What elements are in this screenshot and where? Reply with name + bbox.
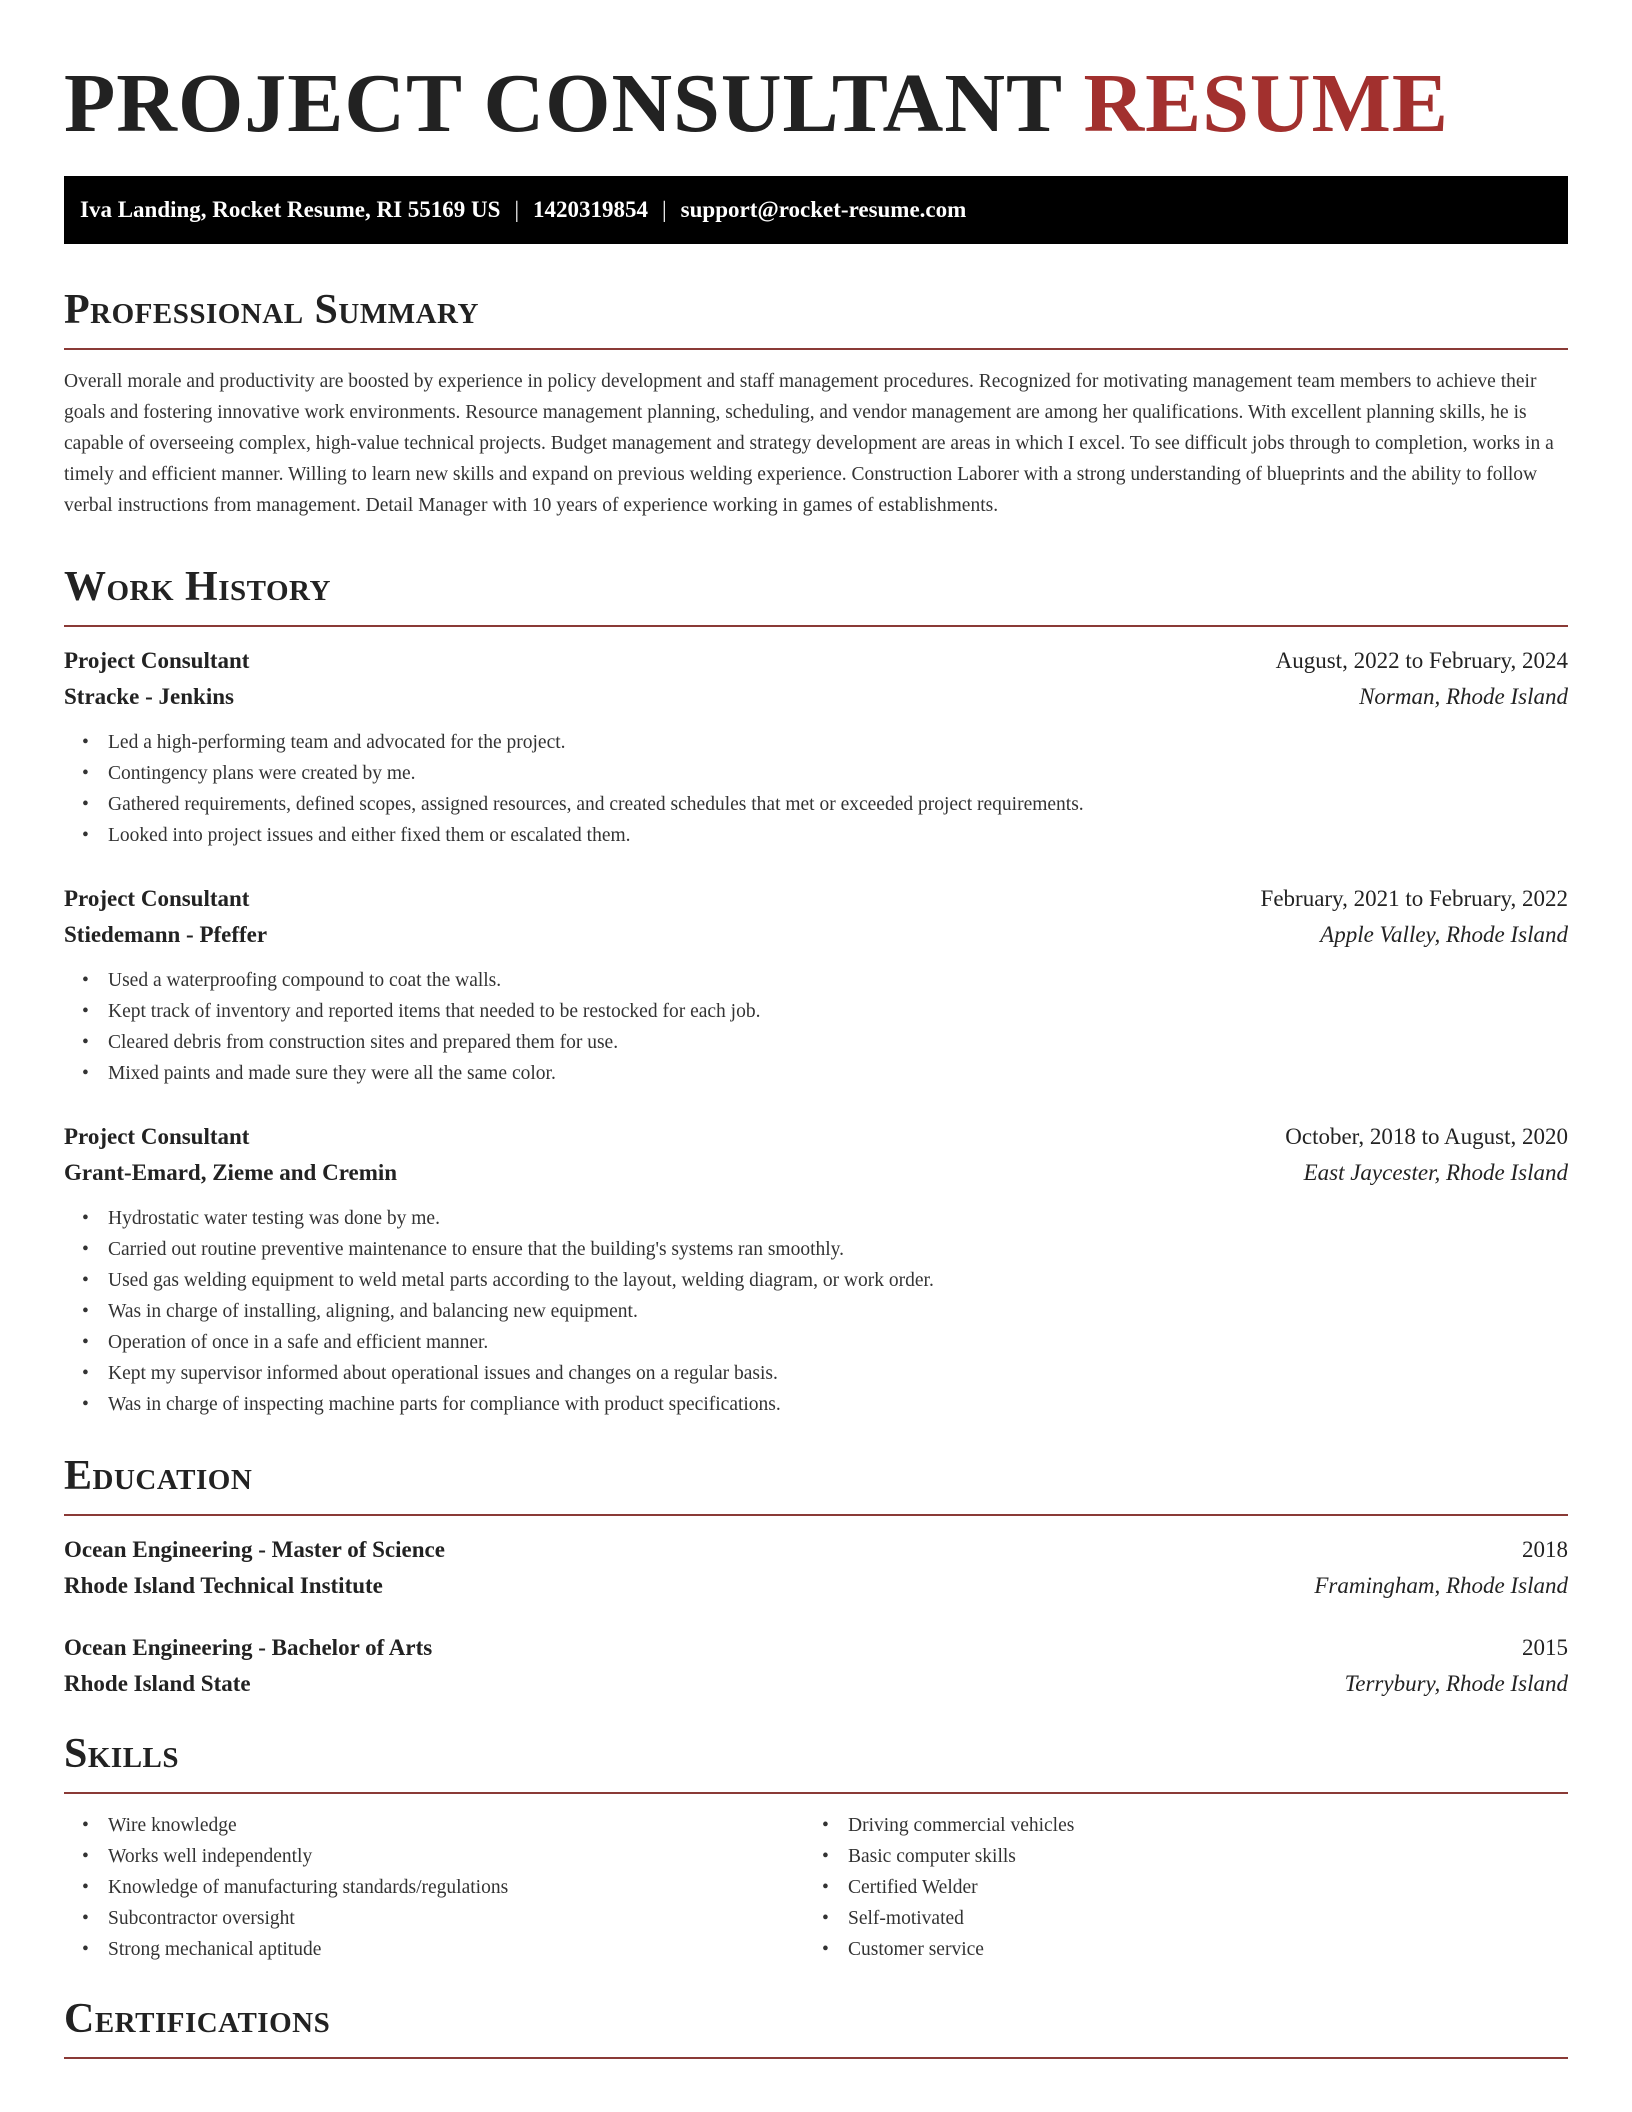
bullet-icon: • — [82, 1908, 89, 1929]
bullet-icon: • — [82, 1063, 89, 1084]
job-title: Project Consultant — [64, 648, 250, 673]
list-item-text: Kept my supervisor informed about operational issues and changes on a regular basis. — [108, 1363, 778, 1384]
bullet-icon: • — [82, 794, 89, 815]
job-bullets — [64, 1203, 1568, 1420]
job-company: Grant-Emard, Zieme and Cremin — [64, 1160, 398, 1185]
job-company-row — [64, 917, 1568, 953]
work-history-section — [64, 561, 1568, 1420]
bullet-icon: • — [82, 1301, 89, 1322]
education-year: 2018 — [1522, 1537, 1568, 1562]
bullet-icon: • — [822, 1877, 829, 1898]
list-item — [804, 1841, 1544, 1872]
bullet-icon: • — [82, 1001, 89, 1022]
bullet-icon: • — [82, 1363, 89, 1384]
education-school-row — [64, 1568, 1568, 1604]
list-item-text: Certified Welder — [848, 1877, 978, 1898]
education-year: 2015 — [1522, 1635, 1568, 1660]
list-item — [64, 1203, 1568, 1234]
education-entry — [64, 1630, 1568, 1702]
skills-column-right — [804, 1810, 1544, 1965]
list-item-text: Self-motivated — [848, 1908, 964, 1929]
bullet-icon: • — [82, 763, 89, 784]
certifications-section — [64, 1993, 1568, 2059]
contact-phone[interactable]: 1420319854 — [533, 197, 649, 222]
bullet-icon: • — [82, 1394, 89, 1415]
education-section — [64, 1450, 1568, 1702]
education-location: Framingham, Rhode Island — [1314, 1573, 1568, 1598]
summary-section — [64, 284, 1568, 521]
contact-separator: | — [662, 197, 667, 222]
job-company-row — [64, 1155, 1568, 1191]
list-item-text: Cleared debris from construction sites and prepared them for use. — [108, 1032, 619, 1053]
bullet-icon: • — [82, 1270, 89, 1291]
bullet-icon: • — [82, 1815, 89, 1836]
bullet-icon: • — [82, 1208, 89, 1229]
list-item — [64, 789, 1568, 820]
section-divider — [64, 625, 1568, 627]
job-bullets — [64, 965, 1568, 1089]
section-divider — [64, 348, 1568, 350]
summary-text: Overall morale and productivity are boosted by experience in policy development and staff management procedures. Recognized for motivating management team members to achieve their goals and fostering innovative work environments. Resource management planning, scheduling, and vendor management are among her qualifications. With excellent planning skills, he is capable of overseeing complex, high-value technical projects. Budget management and strategy development are areas in which I excel. To see difficult jobs through to completion, works in a timely and efficient manner. Willing to learn new skills and expand on previous welding experience. Construction Laborer with a strong understanding of blueprints and the ability to follow verbal instructions from management. Detail Manager with 10 years of experience working in games of establishments. — [64, 371, 1554, 516]
skills-column-left — [64, 1810, 804, 1965]
education-school: Rhode Island State — [64, 1671, 251, 1696]
job-title: Project Consultant — [64, 1124, 250, 1149]
bullet-icon: • — [82, 1032, 89, 1053]
education-entry — [64, 1532, 1568, 1604]
education-list — [64, 1532, 1568, 1702]
bullet-icon: • — [822, 1908, 829, 1929]
list-item-text: Knowledge of manufacturing standards/regulations — [108, 1877, 509, 1898]
education-header-row — [64, 1630, 1568, 1666]
list-item — [64, 996, 1568, 1027]
skills-columns — [64, 1810, 1568, 1965]
list-item — [64, 1265, 1568, 1296]
skills-section — [64, 1728, 1568, 1965]
job-header-row — [64, 1119, 1568, 1155]
list-item-text: Subcontractor oversight — [108, 1908, 295, 1929]
list-item — [804, 1934, 1544, 1965]
list-item — [64, 1389, 1568, 1420]
job-entry — [64, 881, 1568, 1089]
list-item — [64, 1872, 804, 1903]
skills-list-left — [64, 1810, 804, 1965]
list-item — [804, 1903, 1544, 1934]
bullet-icon: • — [82, 1239, 89, 1260]
list-item-text: Customer service — [848, 1939, 984, 1960]
job-location: Apple Valley, Rhode Island — [1320, 922, 1568, 947]
bullet-icon: • — [82, 1332, 89, 1353]
list-item-text: Gathered requirements, defined scopes, assigned resources, and created schedules that met or exceeded project requirements. — [108, 794, 1084, 815]
work-history-heading: Work History — [64, 564, 331, 610]
list-item-text: Used a waterproofing compound to coat the walls. — [108, 970, 502, 991]
list-item-text: Basic computer skills — [848, 1846, 1016, 1867]
education-header-row — [64, 1532, 1568, 1568]
list-item-text: Used gas welding equipment to weld metal parts according to the layout, welding diagram, or work order. — [108, 1270, 934, 1291]
list-item — [64, 965, 1568, 996]
education-degree: Ocean Engineering - Bachelor of Arts — [64, 1635, 433, 1660]
list-item-text: Kept track of inventory and reported items that needed to be restocked for each job. — [108, 1001, 761, 1022]
education-location: Terrybury, Rhode Island — [1344, 1671, 1568, 1696]
contact-separator: | — [514, 197, 520, 222]
education-degree: Ocean Engineering - Master of Science — [64, 1537, 445, 1562]
list-item-text: Looked into project issues and either fixed them or escalated them. — [108, 825, 631, 846]
bullet-icon: • — [82, 970, 89, 991]
bullet-icon: • — [822, 1846, 829, 1867]
list-item — [64, 1934, 804, 1965]
job-dates: February, 2021 to February, 2022 — [1260, 886, 1568, 911]
list-item-text: Was in charge of inspecting machine parts for compliance with product specifications. — [108, 1394, 781, 1415]
list-item — [64, 1296, 1568, 1327]
job-company-row — [64, 679, 1568, 715]
contact-bar — [64, 176, 1568, 244]
job-company: Stracke - Jenkins — [64, 684, 234, 709]
bullet-icon: • — [82, 825, 89, 846]
skills-heading: Skills — [64, 1731, 180, 1777]
job-location: East Jaycester, Rhode Island — [1303, 1160, 1568, 1185]
resume-title — [64, 56, 1568, 152]
bullet-icon: • — [82, 732, 89, 753]
list-item — [64, 1903, 804, 1934]
contact-address: Iva Landing, Rocket Resume, RI 55169 US — [80, 197, 501, 222]
resume-title-main: PROJECT CONSULTANT — [64, 57, 1062, 150]
summary-heading: Professional Summary — [64, 287, 479, 333]
list-item-text: Wire knowledge — [108, 1815, 237, 1836]
jobs-list — [64, 643, 1568, 1420]
list-item — [64, 1058, 1568, 1089]
list-item — [804, 1872, 1544, 1903]
job-entry — [64, 1119, 1568, 1420]
list-item-text: Works well independently — [108, 1846, 313, 1867]
list-item — [64, 1234, 1568, 1265]
job-title: Project Consultant — [64, 886, 250, 911]
list-item — [804, 1810, 1544, 1841]
section-divider — [64, 2057, 1568, 2059]
job-location: Norman, Rhode Island — [1359, 684, 1568, 709]
list-item-text: Led a high-performing team and advocated for the project. — [108, 732, 566, 753]
bullet-icon: • — [82, 1846, 89, 1867]
section-divider — [64, 1514, 1568, 1516]
contact-email[interactable]: support@rocket-resume.com — [680, 197, 967, 222]
job-header-row — [64, 881, 1568, 917]
list-item — [64, 1327, 1568, 1358]
certifications-heading: Certifications — [64, 1996, 331, 2042]
list-item — [64, 1841, 804, 1872]
bullet-icon: • — [82, 1939, 89, 1960]
list-item-text: Driving commercial vehicles — [848, 1815, 1075, 1836]
resume-title-accent: RESUME — [1083, 57, 1449, 150]
list-item-text: Was in charge of installing, aligning, and balancing new equipment. — [108, 1301, 638, 1322]
list-item-text: Carried out routine preventive maintenance to ensure that the building's systems ran smoothly. — [108, 1239, 845, 1260]
list-item-text: Strong mechanical aptitude — [108, 1939, 322, 1960]
education-school-row — [64, 1666, 1568, 1702]
job-entry — [64, 643, 1568, 851]
list-item-text: Mixed paints and made sure they were all the same color. — [108, 1063, 556, 1084]
list-item-text: Hydrostatic water testing was done by me. — [108, 1208, 440, 1229]
resume-page — [64, 0, 1568, 2059]
list-item — [64, 820, 1568, 851]
list-item — [64, 1358, 1568, 1389]
list-item — [64, 727, 1568, 758]
bullet-icon: • — [822, 1815, 829, 1836]
job-dates: August, 2022 to February, 2024 — [1275, 648, 1568, 673]
list-item-text: Contingency plans were created by me. — [108, 763, 416, 784]
list-item — [64, 1810, 804, 1841]
list-item — [64, 1027, 1568, 1058]
job-header-row — [64, 643, 1568, 679]
job-bullets — [64, 727, 1568, 851]
job-company: Stiedemann - Pfeffer — [64, 922, 268, 947]
education-school: Rhode Island Technical Institute — [64, 1573, 383, 1598]
bullet-icon: • — [82, 1877, 89, 1898]
job-dates: October, 2018 to August, 2020 — [1285, 1124, 1568, 1149]
section-divider — [64, 1792, 1568, 1794]
bullet-icon: • — [822, 1939, 829, 1960]
list-item — [64, 758, 1568, 789]
list-item-text: Operation of once in a safe and efficient manner. — [108, 1332, 489, 1353]
education-heading: Education — [64, 1453, 253, 1499]
skills-list-right — [804, 1810, 1544, 1965]
